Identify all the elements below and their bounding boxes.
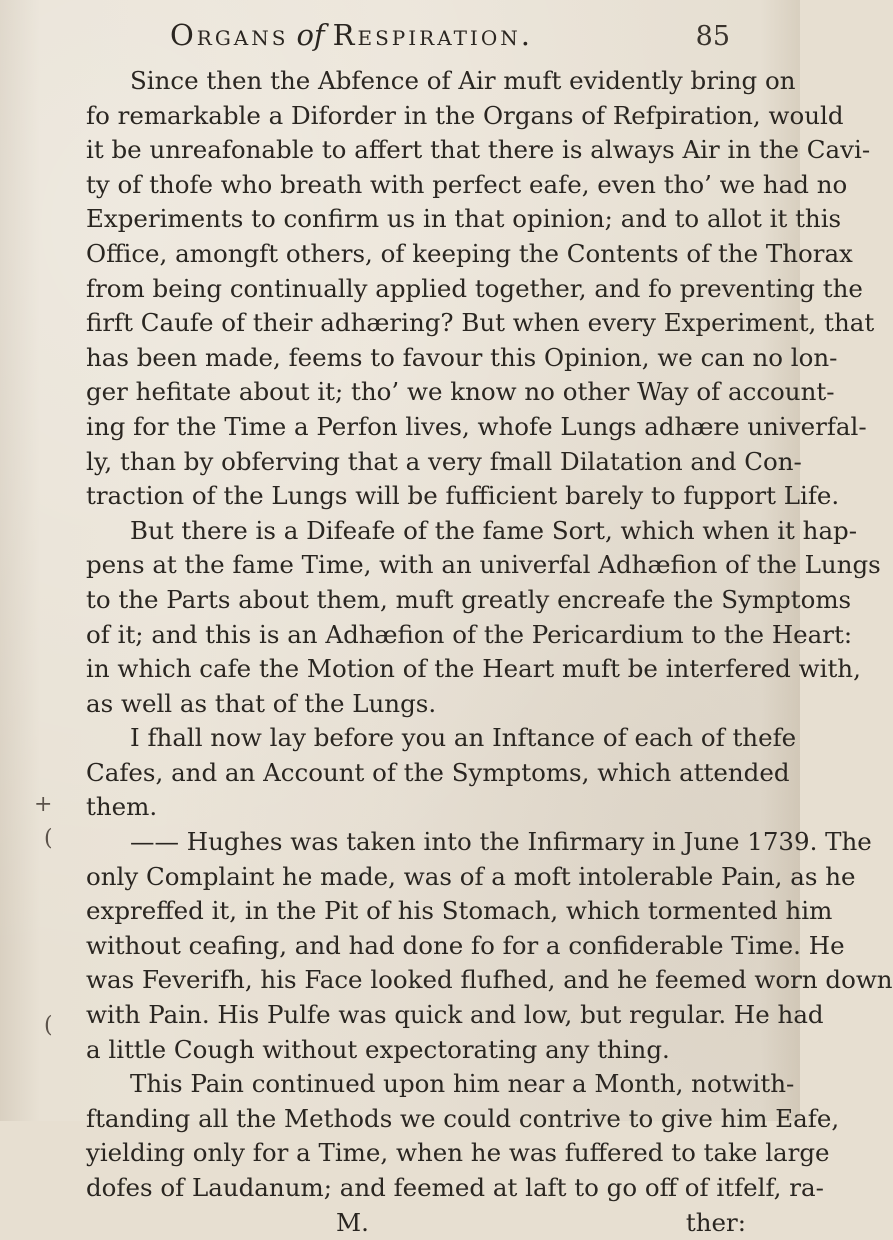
catchline <box>86 1206 746 1240</box>
page-number: 85 <box>695 21 730 52</box>
text-line: —— Hughes was taken into the Infirmary in June 1739. The <box>130 827 872 857</box>
text-line: without ceafing, and had done fo for a confiderable Time. He <box>86 930 845 960</box>
text-line: Cafes, and an Account of the Symptoms, which attended <box>86 757 790 787</box>
running-head-organs: Organs <box>170 18 289 52</box>
text-line: as well as that of the Lungs. <box>86 688 437 718</box>
text-line: of it; and this is an Adhæfion of the Pericardium to the Heart: <box>86 619 853 649</box>
running-head-respiration: Respiration. <box>332 18 533 52</box>
text-line: ger hefitate about it; tho’ we know no other Way of account- <box>86 377 835 407</box>
text-line: Office, amongft others, of keeping the Contents of the Thorax <box>86 238 853 268</box>
page-header <box>170 18 730 58</box>
text-line: ftanding all the Methods we could contrive to give him Eafe, <box>86 1103 840 1133</box>
text-line: was Feverifh, his Face looked flufhed, and he feemed worn down <box>86 965 893 995</box>
text-line: I fhall now lay before you an Inftance of each of thefe <box>130 723 797 753</box>
text-line: But there is a Difeafe of the fame Sort, which when it hap- <box>130 515 858 545</box>
body-text <box>86 64 893 1240</box>
text-line: yielding only for a Time, when he was fuffered to take large <box>86 1138 830 1168</box>
catchword: ther: <box>685 1207 746 1237</box>
text-line: with Pain. His Pulfe was quick and low, but regular. He had <box>86 1000 824 1030</box>
text-line: pens at the fame Time, with an univerfal Adhæfion of the Lungs <box>86 550 881 580</box>
text-line: ing for the Time a Perfon lives, whofe Lungs adhære univerfal- <box>86 411 867 441</box>
text-line: firft Caufe of their adhæring? But when every Experiment, that <box>86 308 875 338</box>
text-line: from being continually applied together, and fo preventing the <box>86 273 863 303</box>
text-line: them. <box>86 792 158 822</box>
text-line: has been made, feems to favour this Opinion, we can no lon- <box>86 342 838 372</box>
text-line: a little Cough without expectorating any thing. <box>86 1034 670 1064</box>
text-line: This Pain continued upon him near a Month, notwith- <box>130 1069 795 1099</box>
text-line: fo remarkable a Diforder in the Organs of Refpiration, would <box>86 100 844 130</box>
text-line: ty of thofe who breath with perfect eafe, even tho’ we had no <box>86 169 848 199</box>
text-line: only Complaint he made, was of a moft intolerable Pain, as he <box>86 861 856 891</box>
margin-mark: ( <box>44 1013 53 1038</box>
margin-mark: ( <box>44 826 53 851</box>
signature-mark: M. <box>336 1207 369 1237</box>
text-line: traction of the Lungs will be fufficient barely to fupport Life. <box>86 481 840 511</box>
running-head-of: of <box>296 18 325 52</box>
text-line: Experiments to confirm us in that opinion; and to allot it this <box>86 204 842 234</box>
text-line: expreffed it, in the Pit of his Stomach, which tormented him <box>86 896 833 926</box>
margin-mark: + <box>34 792 53 817</box>
text-line: it be unreafonable to affert that there is always Air in the Cavi- <box>86 135 871 165</box>
text-line: dofes of Laudanum; and feemed at laft to go off of itfelf, ra- <box>86 1173 824 1202</box>
text-line: Since then the Abfence of Air muft evidently bring on <box>130 66 796 95</box>
running-head <box>170 18 533 52</box>
text-line: ly, than by obferving that a very fmall Dilatation and Con- <box>86 446 802 476</box>
text-line: to the Parts about them, muft greatly encreafe the Symptoms <box>86 584 852 614</box>
text-line: in which cafe the Motion of the Heart muft be interfered with, <box>86 654 861 684</box>
